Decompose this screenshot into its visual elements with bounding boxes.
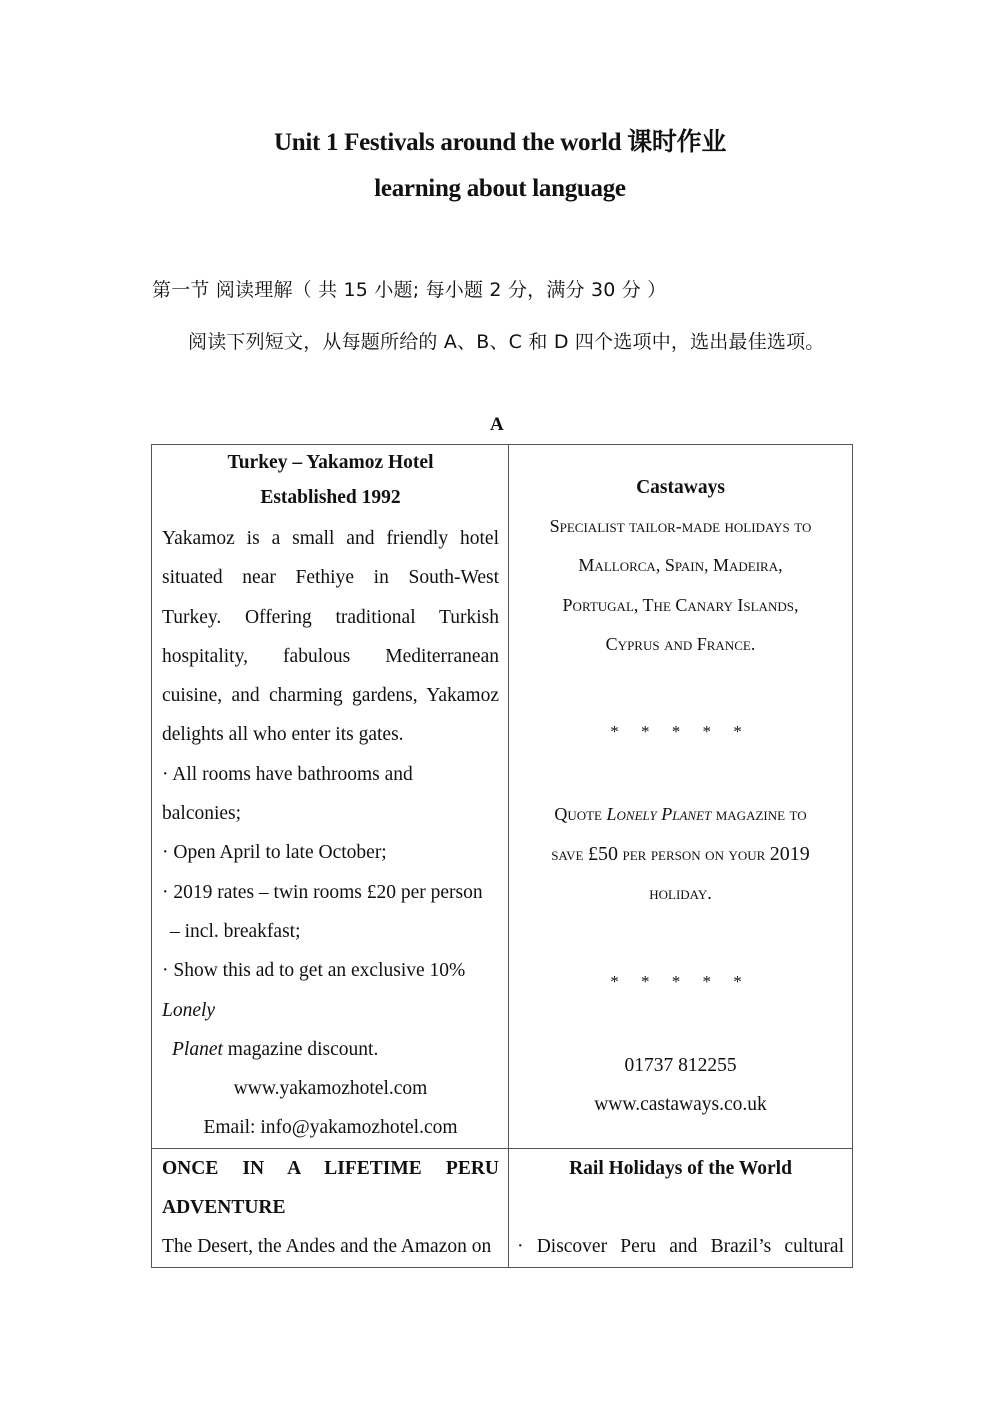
ad-quote-prefix: Quote — [554, 804, 607, 825]
ad-website-link[interactable]: www.yakamozhotel.com — [233, 1078, 428, 1100]
ad-discount-text: magazine discount. — [222, 1038, 379, 1060]
ad-quote-magazine: Lonely Planet — [606, 804, 712, 825]
ads-row — [152, 445, 853, 1149]
ad-desc-line: Yakamoz is a small and friendly hotel — [162, 528, 499, 549]
ad-planet-text: Planet — [172, 1038, 223, 1060]
ad-bullet: – incl. breakfast; — [170, 920, 301, 942]
ad-rail-holidays — [509, 1148, 853, 1267]
ad-quote-line — [517, 795, 844, 834]
ad-bullet: · All rooms have bathrooms and — [162, 763, 413, 785]
stars-divider: * * * * * — [610, 972, 751, 992]
page-title: Unit 1 Festivals around the world 课时作业 — [273, 129, 727, 156]
ad-desc-line: Turkey. Offering traditional Turkish — [162, 606, 499, 628]
ad-yakamoz-hotel — [152, 445, 509, 1149]
ad-save-a: save — [551, 843, 588, 864]
ad-desc-line: hospitality, fabulous Mediterranean — [162, 645, 499, 667]
ad-save-amount: £50 — [587, 842, 618, 865]
ad-desc-line: situated near Fethiye in South-West — [162, 567, 499, 589]
ad-text-line: · Discover Peru and Brazil’s cultural — [517, 1236, 844, 1258]
ad-save-line — [517, 835, 844, 874]
ads-row — [152, 1148, 853, 1267]
ad-bullet: · 2019 rates – twin rooms £20 per person — [162, 881, 483, 903]
ad-lonely-text: Lonely — [162, 999, 216, 1021]
ad-castaways — [509, 445, 853, 1149]
ad-desc-line: cuisine, and charming gardens, Yakamoz — [162, 685, 499, 707]
ad-line: Cyprus and France. — [605, 633, 756, 654]
ad-title: Castaways — [636, 477, 725, 498]
ad-website-link[interactable]: www.castaways.co.uk — [594, 1093, 767, 1115]
ad-title: ADVENTURE — [162, 1197, 286, 1219]
ad-established: Established 1992 — [260, 487, 401, 508]
section-instruction: 阅读下列短文，从每题所给的 A、B、C 和 D 四个选项中，选出最佳选项。 — [188, 331, 825, 353]
ads-table — [151, 444, 853, 1268]
page-subtitle: learning about language — [374, 175, 626, 202]
ad-title: Turkey – Yakamoz Hotel — [227, 452, 434, 473]
ad-bullet: balconies; — [162, 803, 242, 825]
ad-line: Mallorca, Spain, Madeira, — [578, 555, 783, 576]
ad-title: ONCE IN A LIFETIME PERU — [162, 1157, 499, 1179]
ad-line: Portugal, The Canary Islands, — [562, 594, 799, 615]
ad-save-b: per person on your — [617, 843, 770, 864]
ad-email-link[interactable]: Email: info@yakamozhotel.com — [203, 1117, 458, 1139]
ad-discount-line — [162, 1030, 499, 1069]
ad-quote-suffix: magazine to — [711, 804, 807, 825]
stars-divider: * * * * * — [610, 722, 751, 742]
ad-bullet: · Open April to late October; — [162, 842, 387, 864]
ad-holiday-line: holiday. — [649, 883, 712, 904]
ad-text-line: The Desert, the Andes and the Amazon on — [162, 1236, 492, 1258]
ad-desc-line: delights all who enter its gates. — [162, 724, 404, 746]
ad-save-year: 2019 — [769, 842, 810, 865]
section-heading: 第一节 阅读理解（ 共 15 小题; 每小题 2 分，满分 30 分 ） — [152, 279, 667, 301]
ad-peru-adventure — [152, 1148, 509, 1267]
ad-title: Rail Holidays of the World — [569, 1157, 792, 1179]
ad-phone: 01737 812255 — [624, 1054, 737, 1076]
ad-bullet: · Show this ad to get an exclusive 10% — [162, 960, 466, 982]
passage-label: A — [490, 414, 504, 435]
ad-line: Specialist tailor-made holidays to — [549, 516, 812, 536]
